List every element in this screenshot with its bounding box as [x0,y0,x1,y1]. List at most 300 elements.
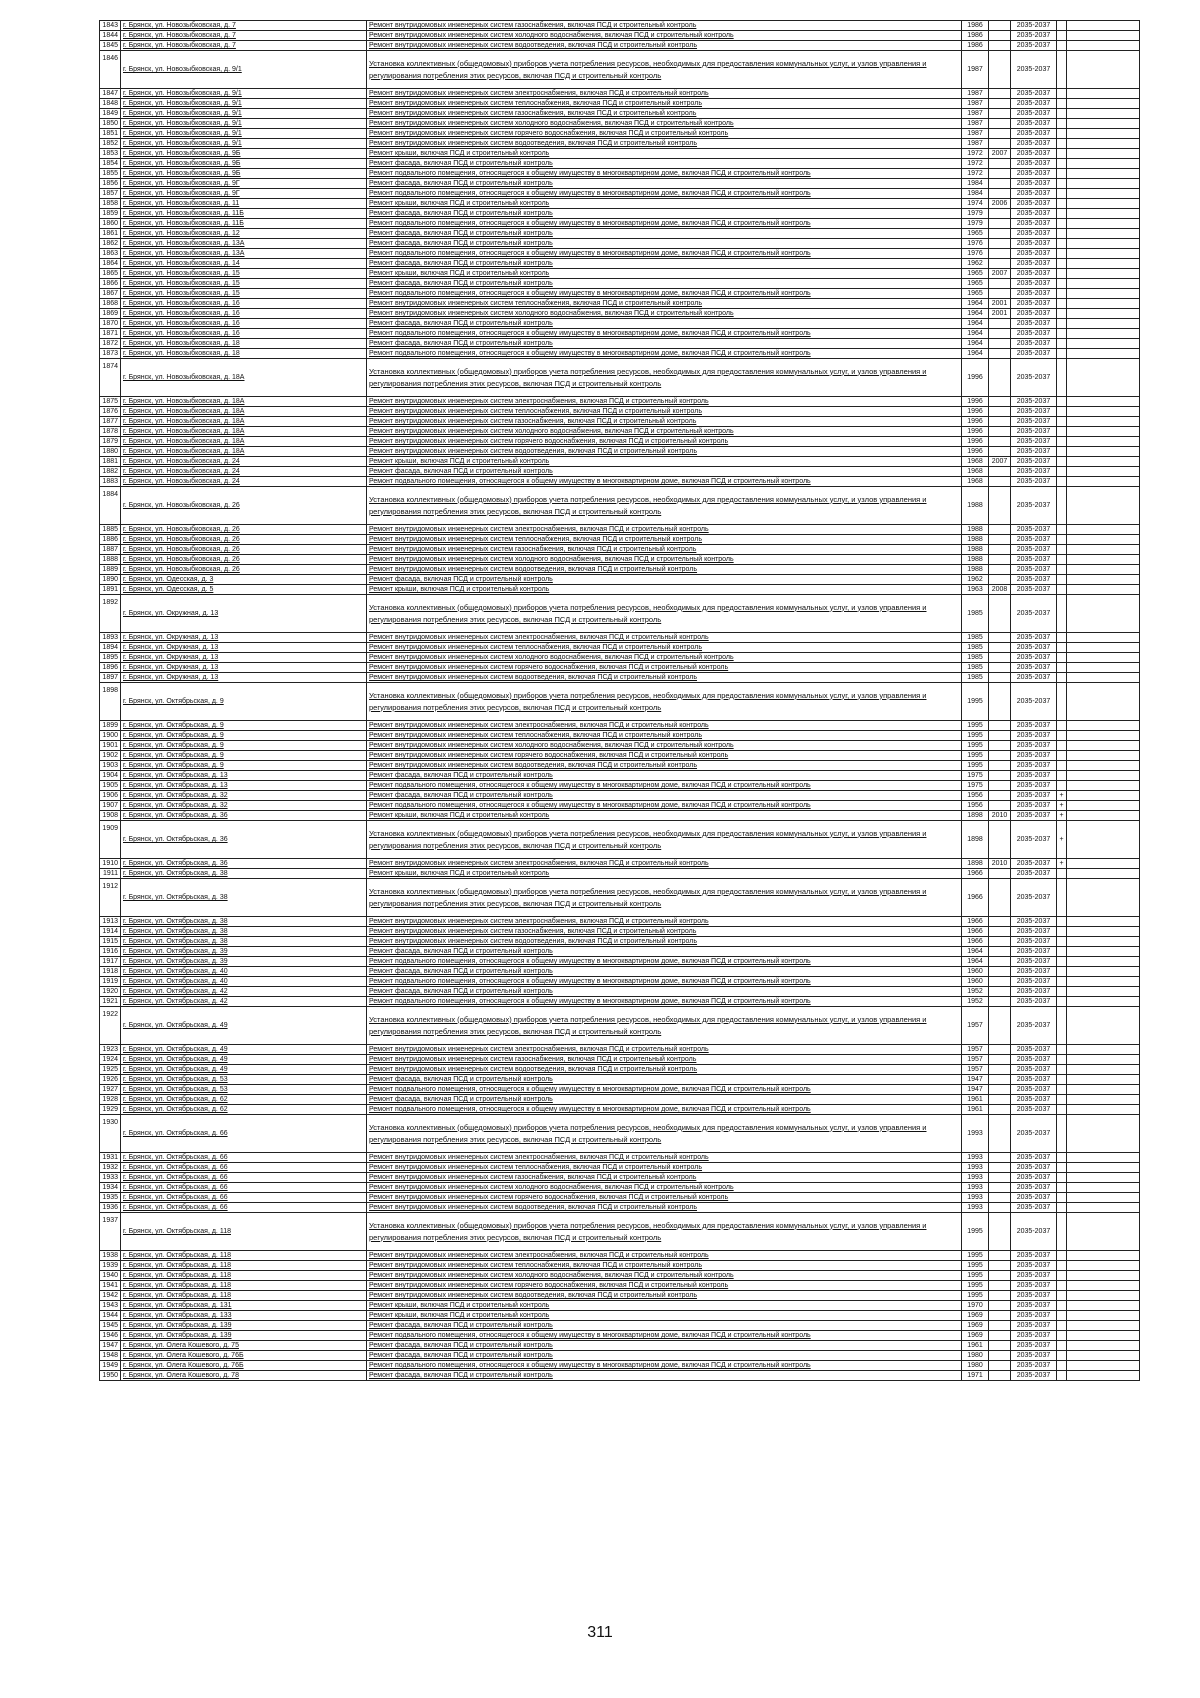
row-build-year: 1952 [962,997,989,1007]
table-row [100,31,1140,41]
row-last-repair [989,289,1011,299]
row-number: 1899 [100,721,121,731]
row-build-year: 1996 [962,359,989,397]
row-build-year: 1986 [962,31,989,41]
table-row [100,89,1140,99]
row-mark [1057,1311,1067,1321]
row-mark [1057,51,1067,89]
row-repair-period: 2035-2037 [1011,977,1057,987]
row-address: г. Брянск, ул. Октябрьская, д. 38 [121,879,367,917]
table-row [100,781,1140,791]
row-mark [1057,139,1067,149]
row-work-type: Ремонт внутридомовых инженерных систем горячего водоснабжения, включая ПСД и строительный контроль [367,1281,962,1291]
row-empty-cell [1067,1055,1140,1065]
row-work-type: Ремонт фасада, включая ПСД и строительный контроль [367,987,962,997]
row-address: г. Брянск, ул. Новозыбковская, д. 18А [121,437,367,447]
row-address: г. Брянск, ул. Октябрьская, д. 9 [121,731,367,741]
table-row [100,1213,1140,1251]
row-number: 1919 [100,977,121,987]
row-build-year: 1971 [962,1371,989,1381]
row-mark [1057,741,1067,751]
row-last-repair [989,821,1011,859]
row-last-repair [989,633,1011,643]
page-number: 311 [587,1624,613,1641]
row-build-year: 1963 [962,585,989,595]
row-last-repair [989,1075,1011,1085]
table-row [100,1301,1140,1311]
row-empty-cell [1067,751,1140,761]
row-repair-period: 2035-2037 [1011,1311,1057,1321]
table-row [100,1361,1140,1371]
row-empty-cell [1067,89,1140,99]
table-row [100,1105,1140,1115]
row-number: 1845 [100,41,121,51]
row-work-type: Ремонт крыши, включая ПСД и строительный контроль [367,1301,962,1311]
table-row [100,917,1140,927]
row-repair-period: 2035-2037 [1011,663,1057,673]
row-address: г. Брянск, ул. Октябрьская, д. 38 [121,937,367,947]
row-mark [1057,1213,1067,1251]
row-empty-cell [1067,437,1140,447]
row-last-repair: 2008 [989,585,1011,595]
row-last-repair [989,927,1011,937]
row-last-repair [989,407,1011,417]
row-repair-period: 2035-2037 [1011,947,1057,957]
row-address: г. Брянск, ул. Октябрьская, д. 39 [121,957,367,967]
table-row [100,663,1140,673]
row-last-repair [989,977,1011,987]
row-build-year: 1988 [962,535,989,545]
row-empty-cell [1067,349,1140,359]
row-empty-cell [1067,299,1140,309]
row-number: 1870 [100,319,121,329]
row-mark [1057,299,1067,309]
row-build-year: 1980 [962,1361,989,1371]
row-number: 1907 [100,801,121,811]
row-mark [1057,349,1067,359]
row-number: 1867 [100,289,121,299]
row-repair-period: 2035-2037 [1011,279,1057,289]
row-empty-cell [1067,51,1140,89]
row-last-repair [989,879,1011,917]
row-empty-cell [1067,663,1140,673]
row-work-type: Ремонт внутридомовых инженерных систем водоотведения, включая ПСД и строительный контроль [367,41,962,51]
table-row [100,741,1140,751]
row-repair-period: 2035-2037 [1011,129,1057,139]
table-row [100,575,1140,585]
row-empty-cell [1067,545,1140,555]
row-empty-cell [1067,575,1140,585]
row-mark [1057,1251,1067,1261]
row-last-repair [989,761,1011,771]
row-last-repair [989,31,1011,41]
row-mark [1057,179,1067,189]
table-row [100,21,1140,31]
row-last-repair [989,219,1011,229]
row-address: г. Брянск, ул. Новозыбковская, д. 13А [121,239,367,249]
row-last-repair [989,41,1011,51]
row-mark [1057,457,1067,467]
table-row [100,545,1140,555]
row-work-type: Ремонт фасада, включая ПСД и строительный контроль [367,947,962,957]
row-empty-cell [1067,987,1140,997]
row-number: 1895 [100,653,121,663]
row-build-year: 1995 [962,761,989,771]
row-work-type: Ремонт фасада, включая ПСД и строительный контроль [367,1095,962,1105]
row-last-repair [989,555,1011,565]
row-last-repair [989,1311,1011,1321]
row-last-repair [989,545,1011,555]
row-number: 1909 [100,821,121,859]
row-mark [1057,339,1067,349]
row-empty-cell [1067,811,1140,821]
row-build-year: 1995 [962,741,989,751]
row-number: 1946 [100,1331,121,1341]
row-repair-period: 2035-2037 [1011,457,1057,467]
row-empty-cell [1067,1331,1140,1341]
row-repair-period: 2035-2037 [1011,1183,1057,1193]
row-mark [1057,149,1067,159]
row-number: 1879 [100,437,121,447]
row-address: г. Брянск, ул. Новозыбковская, д. 13А [121,249,367,259]
row-build-year: 1985 [962,653,989,663]
row-work-type: Ремонт внутридомовых инженерных систем электроснабжения, включая ПСД и строительный контроль [367,397,962,407]
row-repair-period: 2035-2037 [1011,751,1057,761]
row-repair-period: 2035-2037 [1011,289,1057,299]
row-mark [1057,1193,1067,1203]
row-last-repair [989,209,1011,219]
table-row [100,1203,1140,1213]
row-number: 1850 [100,119,121,129]
row-number: 1922 [100,1007,121,1045]
row-empty-cell [1067,1183,1140,1193]
row-mark [1057,397,1067,407]
table-row [100,229,1140,239]
row-empty-cell [1067,859,1140,869]
row-empty-cell [1067,447,1140,457]
table-row [100,525,1140,535]
row-empty-cell [1067,1361,1140,1371]
row-address: г. Брянск, ул. Новозыбковская, д. 9Б [121,169,367,179]
row-last-repair [989,917,1011,927]
row-address: г. Брянск, ул. Новозыбковская, д. 12 [121,229,367,239]
row-mark [1057,359,1067,397]
row-last-repair [989,1371,1011,1381]
row-build-year: 1962 [962,575,989,585]
row-last-repair: 2001 [989,309,1011,319]
row-last-repair [989,1115,1011,1153]
row-work-type: Ремонт фасада, включая ПСД и строительный контроль [367,1351,962,1361]
row-mark [1057,1173,1067,1183]
row-last-repair [989,349,1011,359]
table-row [100,1115,1140,1153]
row-number: 1932 [100,1163,121,1173]
row-mark [1057,937,1067,947]
row-number: 1875 [100,397,121,407]
row-empty-cell [1067,1045,1140,1055]
row-work-type: Ремонт внутридомовых инженерных систем холодного водоснабжения, включая ПСД и строительный контроль [367,1271,962,1281]
row-repair-period: 2035-2037 [1011,595,1057,633]
row-build-year: 1966 [962,927,989,937]
row-last-repair [989,467,1011,477]
row-empty-cell [1067,329,1140,339]
row-mark [1057,41,1067,51]
row-work-type: Ремонт внутридомовых инженерных систем водоотведения, включая ПСД и строительный контроль [367,139,962,149]
row-mark [1057,1183,1067,1193]
row-last-repair [989,339,1011,349]
row-build-year: 1952 [962,987,989,997]
row-repair-period: 2035-2037 [1011,21,1057,31]
row-number: 1913 [100,917,121,927]
row-empty-cell [1067,259,1140,269]
row-address: г. Брянск, ул. Октябрьская, д. 66 [121,1203,367,1213]
row-mark [1057,1331,1067,1341]
row-build-year: 1972 [962,159,989,169]
row-last-repair [989,99,1011,109]
table-row [100,987,1140,997]
row-last-repair [989,1085,1011,1095]
row-mark [1057,199,1067,209]
row-address: г. Брянск, ул. Октябрьская, д. 49 [121,1055,367,1065]
table-row [100,1341,1140,1351]
row-work-type: Ремонт внутридомовых инженерных систем теплоснабжения, включая ПСД и строительный контроль [367,731,962,741]
row-address: г. Брянск, ул. Новозыбковская, д. 15 [121,289,367,299]
row-empty-cell [1067,525,1140,535]
row-empty-cell [1067,149,1140,159]
row-number: 1877 [100,417,121,427]
row-build-year: 1974 [962,199,989,209]
table-row [100,1055,1140,1065]
row-work-type: Ремонт внутридомовых инженерных систем газоснабжения, включая ПСД и строительный контроль [367,109,962,119]
table-row [100,1321,1140,1331]
row-empty-cell [1067,643,1140,653]
row-mark [1057,1371,1067,1381]
row-build-year: 1985 [962,643,989,653]
row-number: 1942 [100,1291,121,1301]
row-empty-cell [1067,339,1140,349]
row-mark [1057,967,1067,977]
row-mark [1057,545,1067,555]
row-repair-period: 2035-2037 [1011,1153,1057,1163]
row-empty-cell [1067,139,1140,149]
table-row [100,309,1140,319]
row-work-type: Ремонт подвального помещения, относящегося к общему имуществу в многоквартирном доме, включая ПСД и строительный контроль [367,289,962,299]
row-empty-cell [1067,673,1140,683]
row-empty-cell [1067,1351,1140,1361]
row-address: г. Брянск, ул. Октябрьская, д. 62 [121,1095,367,1105]
row-work-type: Ремонт фасада, включая ПСД и строительный контроль [367,467,962,477]
row-address: г. Брянск, ул. Новозыбковская, д. 18А [121,417,367,427]
row-last-repair [989,1281,1011,1291]
row-mark [1057,585,1067,595]
row-build-year: 1968 [962,457,989,467]
row-mark [1057,673,1067,683]
row-address: г. Брянск, ул. Новозыбковская, д. 16 [121,309,367,319]
row-number: 1894 [100,643,121,653]
row-number: 1925 [100,1065,121,1075]
row-number: 1890 [100,575,121,585]
row-last-repair [989,575,1011,585]
row-address: г. Брянск, ул. Октябрьская, д. 66 [121,1193,367,1203]
table-row [100,957,1140,967]
row-repair-period: 2035-2037 [1011,99,1057,109]
row-build-year: 1987 [962,99,989,109]
row-number: 1897 [100,673,121,683]
row-work-type: Ремонт внутридомовых инженерных систем теплоснабжения, включая ПСД и строительный контроль [367,299,962,309]
row-work-type: Ремонт внутридомовых инженерных систем электроснабжения, включая ПСД и строительный контроль [367,1045,962,1055]
row-repair-period: 2035-2037 [1011,997,1057,1007]
row-address: г. Брянск, ул. Октябрьская, д. 53 [121,1075,367,1085]
row-empty-cell [1067,289,1140,299]
row-build-year: 1995 [962,1281,989,1291]
table-row [100,673,1140,683]
row-mark [1057,879,1067,917]
row-work-type: Ремонт фасада, включая ПСД и строительный контроль [367,159,962,169]
row-work-type: Установка коллективных (общедомовых) приборов учета потребления ресурсов, необходимых для предоставления коммунальных услуг, и узлов управления и регулирования потребления этих ресурсов, включая ПСД и строительный контроль [367,683,962,721]
row-empty-cell [1067,997,1140,1007]
table-row [100,791,1140,801]
row-number: 1938 [100,1251,121,1261]
row-number: 1939 [100,1261,121,1271]
row-address: г. Брянск, ул. Новозыбковская, д. 15 [121,269,367,279]
row-build-year: 1969 [962,1311,989,1321]
row-last-repair [989,653,1011,663]
row-empty-cell [1067,1321,1140,1331]
row-repair-period: 2035-2037 [1011,1291,1057,1301]
row-last-repair [989,259,1011,269]
row-number: 1924 [100,1055,121,1065]
row-mark [1057,159,1067,169]
row-number: 1863 [100,249,121,259]
table-row [100,179,1140,189]
row-address: г. Брянск, ул. Новозыбковская, д. 7 [121,21,367,31]
row-work-type: Ремонт фасада, включая ПСД и строительный контроль [367,239,962,249]
row-empty-cell [1067,937,1140,947]
row-empty-cell [1067,821,1140,859]
table-row [100,1331,1140,1341]
row-work-type: Ремонт крыши, включая ПСД и строительный контроль [367,811,962,821]
row-number: 1948 [100,1351,121,1361]
table-row [100,289,1140,299]
row-mark [1057,751,1067,761]
row-last-repair [989,427,1011,437]
row-build-year: 1961 [962,1105,989,1115]
row-address: г. Брянск, ул. Октябрьская, д. 118 [121,1213,367,1251]
row-last-repair [989,477,1011,487]
table-row [100,119,1140,129]
row-build-year: 1969 [962,1321,989,1331]
row-empty-cell [1067,477,1140,487]
row-build-year: 1957 [962,1007,989,1045]
row-number: 1856 [100,179,121,189]
row-build-year: 1987 [962,129,989,139]
row-work-type: Ремонт внутридомовых инженерных систем электроснабжения, включая ПСД и строительный контроль [367,525,962,535]
row-work-type: Ремонт фасада, включая ПСД и строительный контроль [367,339,962,349]
row-mark [1057,427,1067,437]
row-work-type: Ремонт внутридомовых инженерных систем холодного водоснабжения, включая ПСД и строительный контроль [367,31,962,41]
row-repair-period: 2035-2037 [1011,329,1057,339]
row-repair-period: 2035-2037 [1011,1331,1057,1341]
row-empty-cell [1067,1075,1140,1085]
row-last-repair [989,89,1011,99]
row-number: 1868 [100,299,121,309]
row-last-repair [989,801,1011,811]
row-empty-cell [1067,683,1140,721]
row-empty-cell [1067,1281,1140,1291]
row-last-repair [989,791,1011,801]
table-row [100,339,1140,349]
row-build-year: 1968 [962,467,989,477]
row-last-repair [989,525,1011,535]
row-build-year: 1964 [962,349,989,359]
row-address: г. Брянск, ул. Октябрьская, д. 131 [121,1301,367,1311]
row-repair-period: 2035-2037 [1011,633,1057,643]
table-row [100,977,1140,987]
row-number: 1908 [100,811,121,821]
row-work-type: Ремонт фасада, включая ПСД и строительный контроль [367,1371,962,1381]
row-empty-cell [1067,1007,1140,1045]
row-empty-cell [1067,279,1140,289]
row-work-type: Ремонт внутридомовых инженерных систем холодного водоснабжения, включая ПСД и строительный контроль [367,653,962,663]
row-repair-period: 2035-2037 [1011,309,1057,319]
row-work-type: Ремонт внутридомовых инженерных систем горячего водоснабжения, включая ПСД и строительный контроль [367,129,962,139]
row-empty-cell [1067,869,1140,879]
row-mark [1057,1085,1067,1095]
row-address: г. Брянск, ул. Новозыбковская, д. 24 [121,457,367,467]
row-empty-cell [1067,129,1140,139]
row-build-year: 1995 [962,1251,989,1261]
row-number: 1855 [100,169,121,179]
row-build-year: 1975 [962,771,989,781]
row-work-type: Ремонт внутридомовых инженерных систем электроснабжения, включая ПСД и строительный контроль [367,1153,962,1163]
row-last-repair [989,1213,1011,1251]
row-empty-cell [1067,99,1140,109]
row-repair-period: 2035-2037 [1011,1251,1057,1261]
row-number: 1916 [100,947,121,957]
table-row [100,1153,1140,1163]
table-row [100,139,1140,149]
row-address: г. Брянск, ул. Октябрьская, д. 36 [121,821,367,859]
table-row [100,1085,1140,1095]
row-number: 1859 [100,209,121,219]
row-address: г. Брянск, ул. Новозыбковская, д. 9Б [121,149,367,159]
row-last-repair [989,51,1011,89]
row-work-type: Ремонт внутридомовых инженерных систем теплоснабжения, включая ПСД и строительный контроль [367,1163,962,1173]
row-last-repair [989,565,1011,575]
row-work-type: Установка коллективных (общедомовых) приборов учета потребления ресурсов, необходимых для предоставления коммунальных услуг, и узлов управления и регулирования потребления этих ресурсов, включая ПСД и строительный контроль [367,1115,962,1153]
table-row [100,1163,1140,1173]
row-empty-cell [1067,731,1140,741]
row-build-year: 1964 [962,319,989,329]
row-work-type: Ремонт внутридомовых инженерных систем теплоснабжения, включая ПСД и строительный контроль [367,407,962,417]
row-build-year: 1987 [962,89,989,99]
row-empty-cell [1067,1291,1140,1301]
row-mark [1057,643,1067,653]
row-repair-period: 2035-2037 [1011,51,1057,89]
row-address: г. Брянск, ул. Олега Кошевого, д. 76Б [121,1351,367,1361]
row-last-repair [989,1095,1011,1105]
table-row [100,149,1140,159]
row-repair-period: 2035-2037 [1011,1281,1057,1291]
row-build-year: 1985 [962,633,989,643]
row-mark [1057,99,1067,109]
row-last-repair [989,741,1011,751]
row-build-year: 1995 [962,721,989,731]
row-repair-period: 2035-2037 [1011,741,1057,751]
row-mark [1057,781,1067,791]
table-row [100,1095,1140,1105]
row-address: г. Брянск, ул. Новозыбковская, д. 26 [121,487,367,525]
